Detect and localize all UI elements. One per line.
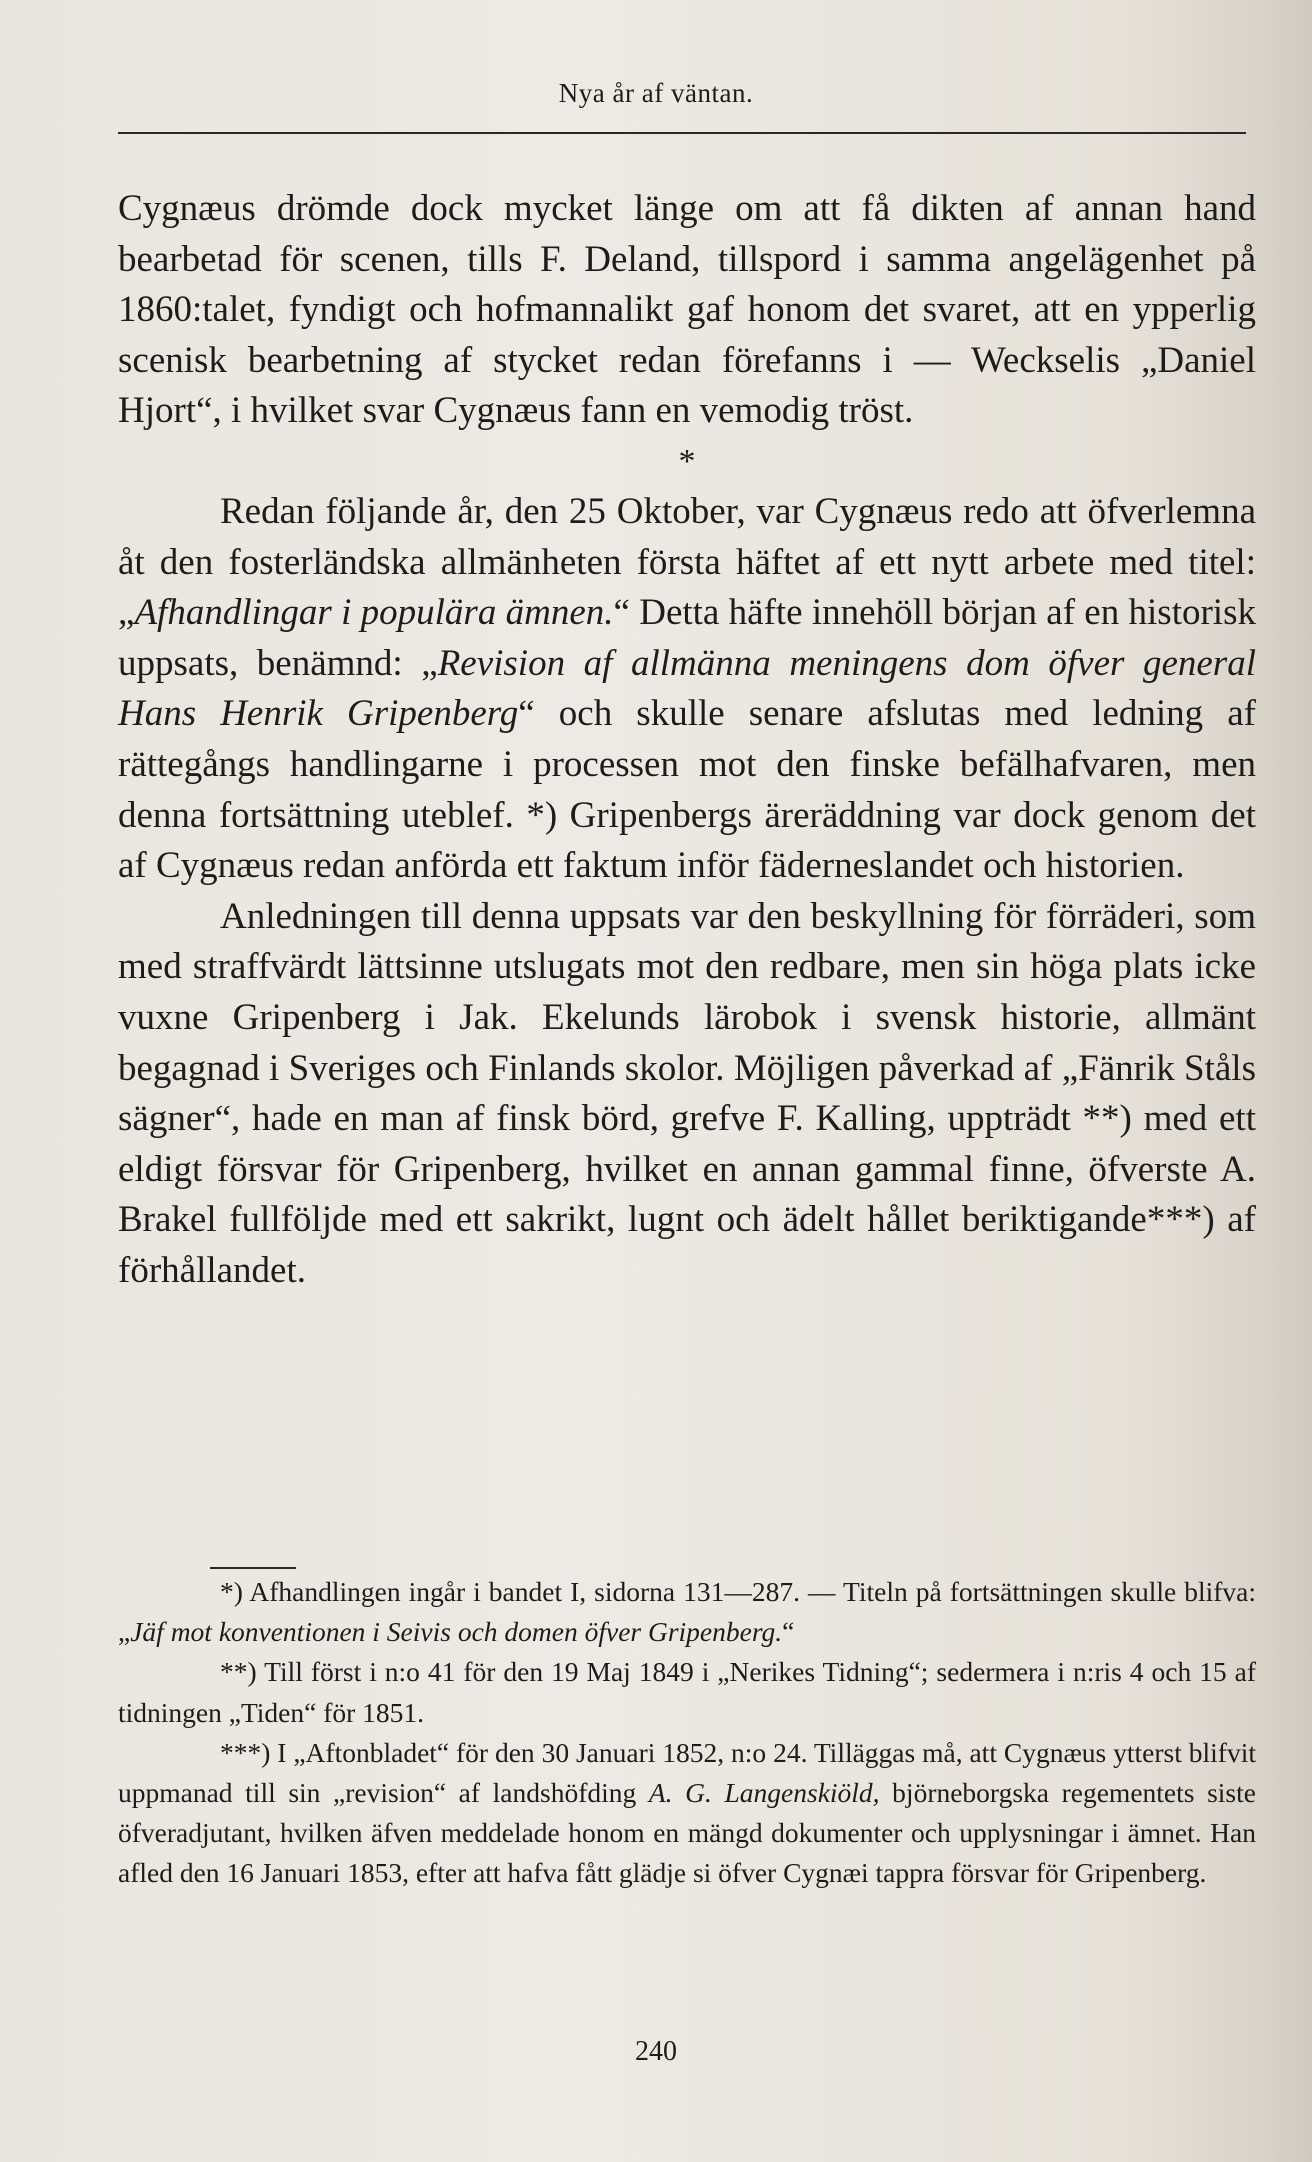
title-revision: Revision af allmänna meningens dom öfver general Hans Henrik Gripenberg [118, 642, 1256, 735]
section-separator-asterisk: * [678, 442, 696, 480]
footnote-3-text-2: björneborgska regementets siste öfveradjutant, hvilken äfven meddelade honom en mängd dokumenter och upplysningar i ämnet. Han afled den 16 Januari 1853, efter att hafva fått glädje si öfver Cygnæi tappra försvar för Gripenberg. [118, 1777, 1256, 1889]
footnotes [118, 1572, 1256, 1894]
body-text [118, 184, 1256, 1296]
paragraph-1: Cygnæus drömde dock mycket länge om att få dikten af annan hand bearbetad för scenen, tills F. Deland, tillspord i samma angelägenhet på 1860:talet, fyndigt och hofmannalikt gaf honom det svaret, att en ypperlig scenisk bearbetning af stycket redan förefanns i — Weckselis „Daniel Hjort“, i hvilket svar Cygnæus fann en vemodig tröst. [118, 188, 1256, 432]
footnote-1 [118, 1572, 1256, 1652]
footnote-rule [210, 1567, 296, 1569]
running-header: Nya år af väntan. [558, 78, 754, 108]
footnote-3-name: A. G. Langenskiöld, [648, 1777, 880, 1809]
title-afhandlingar: Afhandlingar i populära ämnen. [134, 592, 614, 634]
footnote-1-title: Jäf mot konventionen i Seivis och domen öfver Gripenberg. [130, 1616, 783, 1648]
footnote-2: **) Till först i n:o 41 för den 19 Maj 1849 i „Nerikes Tidning“; sedermera i n:ris 4 och 15 af tidningen „Tiden“ för 1851. [118, 1656, 1256, 1728]
footnote-3-text-1: ***) I „Aftonbladet“ för den 30 Januari 1852, n:o 24. Tilläggas må, att Cygnæus ytterst blifvit uppmanad till sin „revision“ af landshöfding [118, 1736, 1256, 1809]
footnote-1-text-1: *) Afhandlingen ingår i bandet I, sidorna 131—287. — Titeln på fortsättningen skulle blifva: „ [118, 1576, 1256, 1648]
footnote-3 [118, 1733, 1256, 1894]
paragraph-2-text-3: “ och skulle senare afslutas med ledning af rättegångs handlingarne i processen mot den finske befälhafvaren, men denna fortsättning uteblef. *) Gripenbergs äreräddning var dock genom det af Cygnæus redan anförda ett faktum inför fäderneslandet och historien. [118, 693, 1256, 887]
paragraph-2-text-2: “ Detta häfte innehöll början af en historisk uppsats, benämnd: „ [118, 592, 1256, 684]
paragraph-2-text-1: Redan följande år, den 25 Oktober, var Cygnæus redo att öfverlemna åt den fosterländska allmänheten första häftet af ett nytt arbete med titel: „ [118, 490, 1256, 634]
paragraph-3: Anledningen till denna uppsats var den beskyllning för förräderi, som med straffvärdt lättsinne utslugats mot den redbare, men sin höga plats icke vuxne Gripenberg i Jak. Ekelunds lärobok i svensk historie, allmänt begagnad i Sveriges och Finlands skolor. Möjligen påverkad af „Fänrik Ståls sägner“, hade en man af finsk börd, grefve F. Kalling, uppträdt **) med ett eldigt försvar för Gripenberg, hvilket en annan gammal finne, öfverste A. Brakel fullföljde med ett sakrikt, lugnt och ädelt hållet beriktigande***) af förhållandet. [118, 895, 1256, 1291]
page-number: 240 [635, 2036, 677, 2067]
paragraph-2 [118, 487, 1256, 892]
footnote-1-text-2: “ [782, 1616, 795, 1648]
header-rule [118, 132, 1246, 134]
